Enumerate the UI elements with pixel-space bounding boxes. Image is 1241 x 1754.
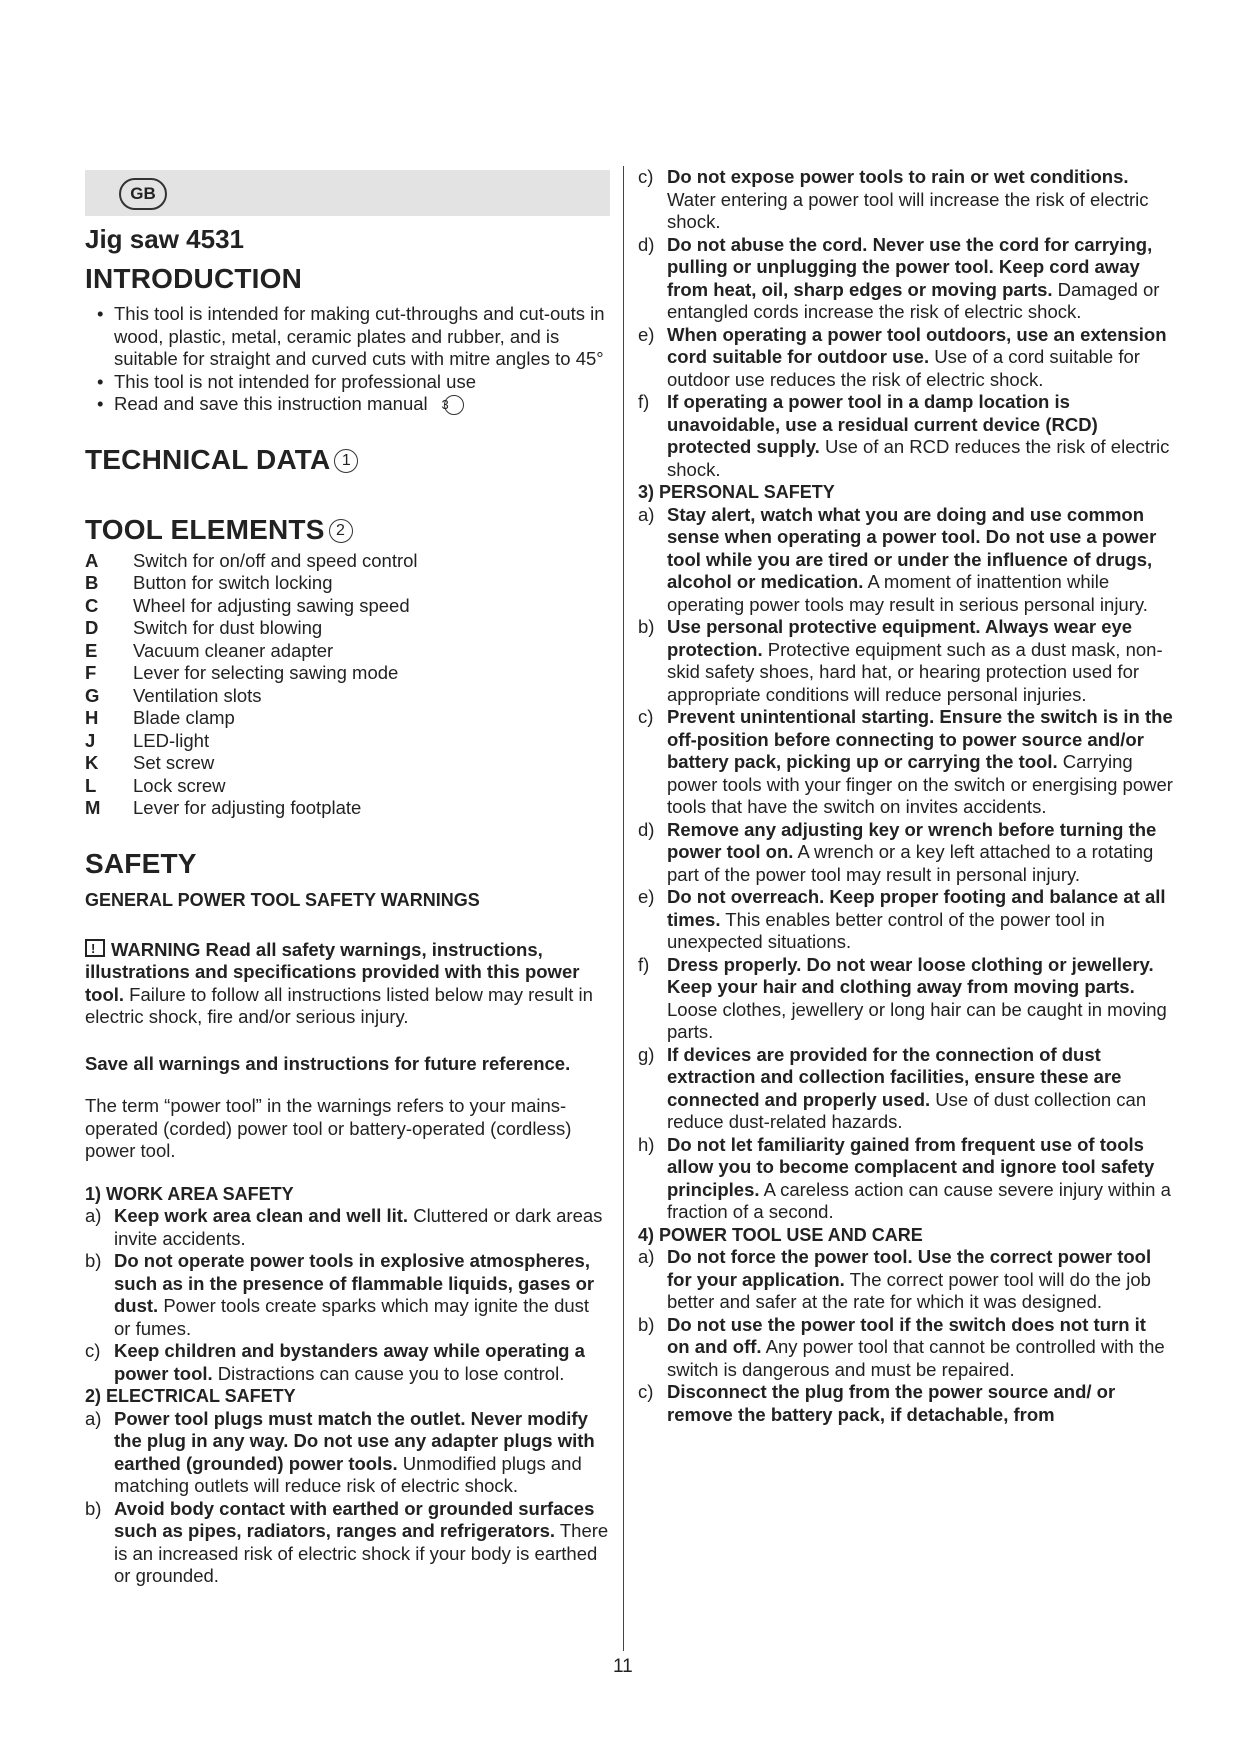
product-title: Jig saw 4531 [85,224,244,254]
safety-item [638,504,1173,617]
tool-element-letter: B [85,572,99,593]
tool-element-text: Vacuum cleaner adapter [133,639,334,661]
heading-text: TECHNICAL DATA [85,443,331,475]
warning-icon [85,939,105,957]
safety-item [638,391,1173,481]
item-label: a) [85,1205,102,1226]
item-label: d) [638,233,655,255]
safety-item [638,324,1173,392]
save-note: Save all warnings and instructions for future reference. [85,1052,571,1074]
list-item-text: Read and save this instruction manual [114,393,428,414]
item-label: e) [638,886,655,907]
safety-item [638,166,1173,234]
item-label: c) [638,166,654,187]
item-text: Unmodified plugs and matching outlets will reduce risk of electric shock. [114,1452,582,1496]
item-bold-text: Do not force the power tool. Use the correct power tool for your application. [667,1246,1152,1290]
warning-paragraph [85,939,610,1029]
tool-element-letter: H [85,707,99,728]
safety-item [638,706,1173,819]
tool-element-letter: K [85,752,99,773]
item-text: Any power tool that cannot be controlled with the switch is dangerous and must be repaired. [667,1336,1165,1380]
item-bold-text: If devices are provided for the connection of dust extraction and collection facilities, ensure these are connected and properly used. [667,1043,1122,1110]
tool-element-letter: F [85,662,97,683]
safety-item [638,1381,1173,1426]
tool-element-text: Blade clamp [133,707,235,728]
item-label: b) [638,1313,655,1335]
item-bold-text: Do not abuse the cord. Never use the cord for carrying, pulling or unplugging the power tool. Keep cord away from heat, oil, sharp edges or moving parts. [667,233,1153,300]
item-text: There is an increased risk of electric shock if your body is earthed or grounded. [114,1520,609,1586]
item-text: Use of a cord suitable for outdoor use reduces the risk of electric shock. [667,346,1140,390]
safety-subheading: GENERAL POWER TOOL SAFETY WARNINGS [85,889,480,910]
figure-ref-icon: 1 [334,449,358,473]
tool-element-row [85,662,610,685]
item-text: A wrench or a key left attached to a rotating part of the power tool may result in personal injury. [667,841,1154,885]
tool-element-text: Lock screw [133,774,226,796]
item-text: Damaged or entangled cords increase the risk of electric shock. [667,278,1160,322]
language-bar [85,170,610,216]
tool-element-letter: E [85,639,98,661]
safety-item [85,1408,610,1498]
safety-item [85,1340,610,1385]
work-area-heading: 1) WORK AREA SAFETY [85,1183,294,1204]
item-text: Distractions can cause you to lose control. [212,1362,565,1384]
tool-element-text: Ventilation slots [133,684,262,706]
item-text: Protective equipment such as a dust mask, non-skid safety shoes, hard hat, or hearing protection used for appropriate conditions will reduce personal injuries. [667,638,1163,705]
tool-elements-heading [85,514,610,546]
item-bold-text: When operating a power tool outdoors, use an extension cord suitable for outdoor use. [667,323,1167,367]
tool-element-row [85,550,610,573]
figure-ref-icon: 3 [444,395,464,415]
safety-item [85,1250,610,1340]
item-bold-text: Power tool plugs must match the outlet. Never modify the plug in any way. Do not use any adapter plugs with earthed (grounded) power tools. [114,1407,595,1474]
technical-data-heading [85,444,610,476]
tool-element-row [85,752,610,775]
item-label: c) [638,1381,654,1402]
tool-element-letter: C [85,594,99,616]
use-care-heading: 4) POWER TOOL USE AND CARE [638,1224,923,1245]
item-bold-text: Keep work area clean and well lit. [114,1205,409,1226]
list-item [85,393,610,416]
item-text: A moment of inattention while operating power tools may result in serious personal injury. [667,571,1148,615]
tool-element-row [85,617,610,640]
page-number: 11 [613,1656,633,1677]
item-text: Cluttered or dark areas invite accidents. [114,1205,603,1249]
item-text: Water entering a power tool will increase the risk of electric shock. [667,188,1149,232]
safety-item [638,819,1173,887]
item-bold-text: Do not overreach. Keep proper footing and balance at all times. [667,886,1166,930]
tool-element-row [85,640,610,663]
work-area-list [85,1205,610,1385]
item-bold-text: If operating a power tool in a damp location is unavoidable, use a residual current device (RCD) protected supply. [667,391,1098,457]
item-label: g) [638,1043,655,1065]
item-label: c) [85,1340,101,1361]
item-bold-text: Do not use the power tool if the switch does not turn it on and off. [667,1313,1146,1357]
item-bold-text: Stay alert, watch what you are doing and use common sense when operating a power tool. Do not use a power tool while you are tired or under the influence of drugs, alcohol or medication. [667,503,1157,592]
item-bold-text: Do not let familiarity gained from frequent use of tools allow you to become complacent and ignore tool safety principles. [667,1133,1155,1200]
personal-list [638,504,1173,1224]
item-bold-text: Use personal protective equipment. Always wear eye protection. [667,616,1133,660]
list-item: • This tool is not intended for professional use [85,371,610,394]
introduction-list [85,303,610,416]
item-label: a) [638,1246,655,1267]
figure-ref-icon: 2 [329,519,353,543]
safety-item [85,1205,610,1250]
left-column [85,170,610,1588]
item-text: Carrying power tools with your finger on the switch or energising power tools that have the switch on invites accidents. [667,751,1173,817]
safety-item [638,954,1173,1044]
personal-heading: 3) PERSONAL SAFETY [638,482,835,502]
tool-element-text: Wheel for adjusting sawing speed [133,594,410,616]
item-text: Use of dust collection can reduce dust-related hazards. [667,1088,1147,1132]
tool-element-letter: D [85,617,99,638]
safety-item [638,1246,1173,1314]
item-bold-text: Dress properly. Do not wear loose clothing or jewellery. Keep your hair and clothing away from moving parts. [667,953,1154,997]
item-bold-text: Do not operate power tools in explosive atmospheres, such as in the presence of flammable liquids, gases or dust. [114,1250,595,1316]
tool-element-text: Lever for selecting sawing mode [133,662,399,683]
item-label: c) [638,706,654,727]
tool-element-row [85,707,610,730]
column-divider [623,166,624,1651]
item-bold-text: Remove any adjusting key or wrench before turning the power tool on. [667,818,1157,862]
item-label: e) [638,323,655,345]
item-bold-text: Keep children and bystanders away while operating a power tool. [114,1340,585,1384]
safety-item [638,616,1173,706]
item-text: This enables better control of the power tool in unexpected situations. [667,908,1105,952]
tool-element-row [85,797,610,820]
tool-element-letter: J [85,729,96,751]
tool-element-letter: G [85,684,100,706]
item-text: Power tools create sparks which may ignite the dust or fumes. [114,1295,590,1339]
electrical-list [85,1408,610,1588]
electrical-heading: 2) ELECTRICAL SAFETY [85,1386,296,1406]
safety-item [638,1044,1173,1134]
tool-element-text: Lever for adjusting footplate [133,797,362,818]
item-bold-text: Prevent unintentional starting. Ensure the switch is in the off-position before connecting to power source and/or battery pack, picking up or carrying the tool. [667,706,1173,772]
tool-element-text: Switch for dust blowing [133,617,323,638]
tool-element-text: Switch for on/off and speed control [133,549,418,571]
tool-element-row [85,572,610,595]
item-label: f) [638,953,650,975]
item-label: h) [638,1133,655,1155]
language-badge: GB [119,178,167,210]
tool-element-text: LED-light [133,729,210,751]
item-label: a) [85,1407,102,1429]
right-column [638,166,1173,1426]
heading-text: TOOL ELEMENTS [85,513,325,545]
tool-elements-list [85,550,610,820]
tool-element-letter: M [85,797,101,818]
introduction-heading: INTRODUCTION [85,263,303,294]
tool-element-row [85,595,610,618]
item-label: b) [85,1250,102,1271]
item-label: a) [638,503,655,525]
item-bold-text: Disconnect the plug from the power source and/ or remove the battery pack, if detachable, from [667,1381,1116,1425]
use-care-list [638,1246,1173,1426]
item-label: b) [85,1497,102,1519]
tool-element-row [85,730,610,753]
item-text: The correct power tool will do the job better and safer at the rate for which it was designed. [667,1268,1151,1312]
safety-item [85,1498,610,1588]
item-bold-text: Avoid body contact with earthed or grounded surfaces such as pipes, radiators, ranges and refrigerators. [114,1497,595,1541]
item-label: b) [638,616,655,637]
item-text: A careless action can cause severe injury within a fraction of a second. [667,1178,1171,1222]
term-note: The term “power tool” in the warnings refers to your mains-operated (corded) power tool or battery-operated (cordless) power tool. [85,1095,572,1161]
tool-element-text: Set screw [133,752,215,773]
list-item: • This tool is intended for making cut-throughs and cut-outs in wood, plastic, metal, ceramic plates and rubber, and is suitable for straight and curved cuts with mitre angles to 45° [85,303,610,371]
safety-item [638,886,1173,954]
item-text: Loose clothes, jewellery or long hair can be caught in moving parts. [667,998,1167,1042]
safety-item [638,1134,1173,1224]
tool-element-letter: A [85,549,99,571]
item-bold-text: Do not expose power tools to rain or wet conditions. [667,166,1129,187]
item-label: f) [638,391,650,412]
tool-element-row [85,775,610,798]
safety-item [638,1314,1173,1382]
tool-element-letter: L [85,774,97,796]
safety-heading: SAFETY [85,847,197,879]
safety-item [638,234,1173,324]
tool-element-row [85,685,610,708]
warning-text: Failure to follow all instructions listed below may result in electric shock, fire and/or serious injury. [85,983,593,1027]
tool-element-text: Button for switch locking [133,572,333,593]
warning-bold: WARNING Read all safety warnings, instructions, illustrations and specifications provided with this power tool. [85,938,580,1005]
electrical-list-continued [638,166,1173,481]
item-label: d) [638,818,655,840]
item-text: Use of an RCD reduces the risk of electric shock. [667,436,1170,480]
